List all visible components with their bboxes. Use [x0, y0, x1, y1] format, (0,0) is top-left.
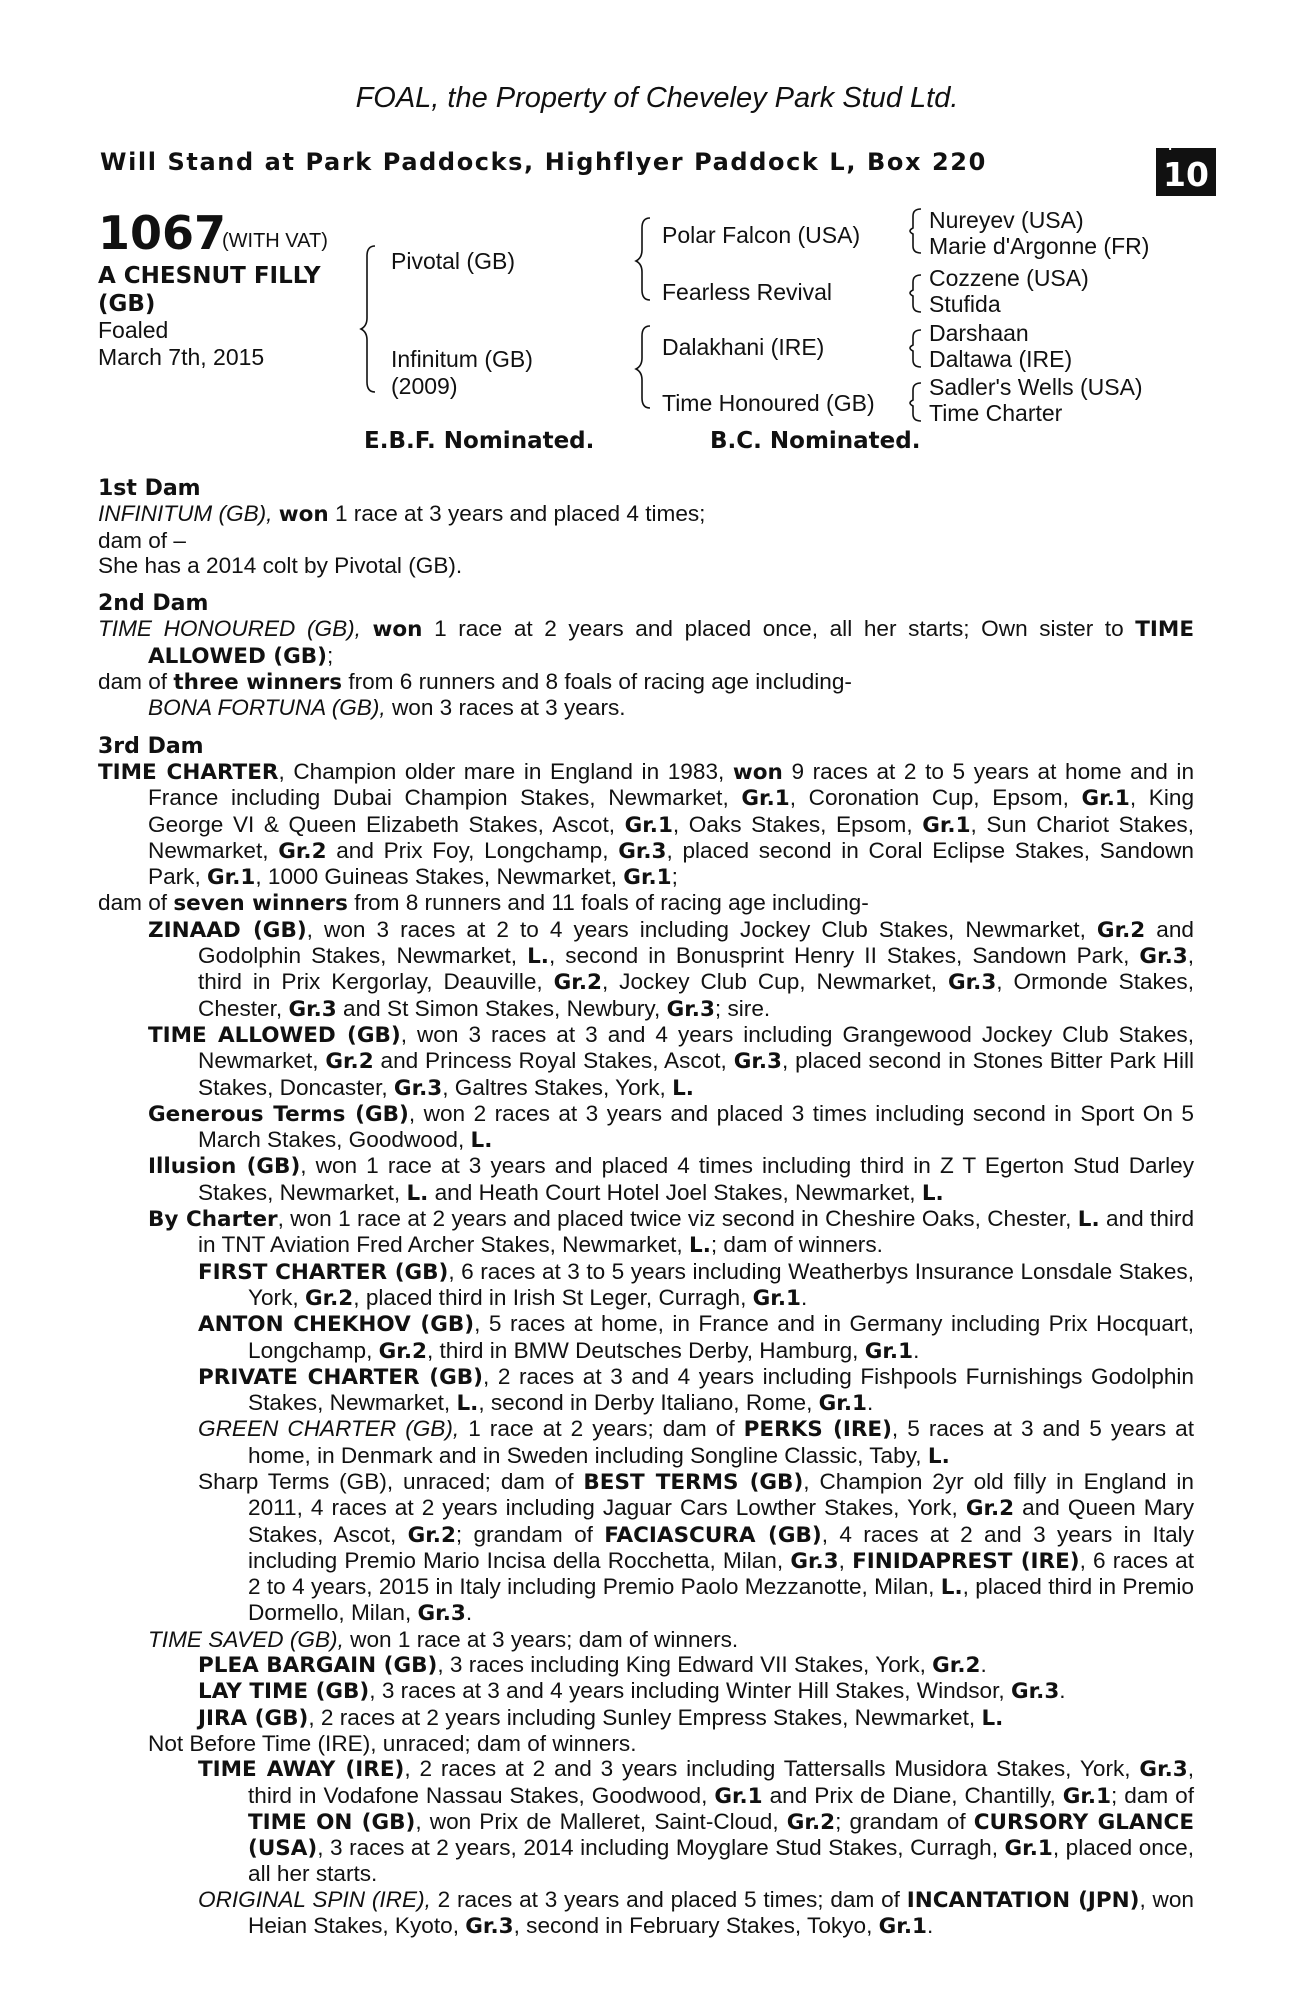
- gg-1: Nureyev (USA): [929, 207, 1084, 233]
- produce-time-saved: TIME SAVED (GB), won 1 race at 3 years; dam of winners.: [148, 1626, 739, 1652]
- sire: Pivotal (GB): [391, 248, 515, 274]
- page-title: FOAL, the Property of Cheveley Park Stud Ltd.: [355, 82, 959, 114]
- produce-sharp-terms: Sharp Terms (GB), unraced; dam of BEST TERMS (GB), Champion 2yr old filly in England in 2011, 4 races at 2 years including Jaguar Cars Lowther Stakes, York, Gr.2 and Queen Mary Stakes, Ascot, Gr.2; grandam of FACIASCURA (GB), 4 races at 2 and 3 years in Italy including Premio Mario Incisa della Rocchetta, Milan, Gr.3, FINIDAPREST (IRE), 6 races at 2 to 4 years, 2015 in Italy including Premio Paolo Mezzanotte, Milan, L., placed third in Premio Dormello, Milan, Gr.3.: [198, 1468, 1194, 1627]
- brace-sire-dam: [361, 246, 375, 392]
- first-dam-damof: dam of –: [98, 527, 186, 553]
- produce-time-allowed: TIME ALLOWED (GB), won 3 races at 3 and 4 years including Grangewood Jockey Club Stakes, Newmarket, Gr.2 and Princess Royal Stakes, Ascot, Gr.3, placed second in Stones Bitter Park Hill Stakes, Doncaster, Gr.3, Galtres Stakes, York, L.: [148, 1021, 1195, 1101]
- gg-5: Darshaan: [929, 320, 1029, 346]
- produce-original-spin: ORIGINAL SPIN (IRE), 2 races at 3 years and placed 5 times; dam of INCANTATION (JPN), won Heian Stakes, Kyoto, Gr.3, second in February Stakes, Tokyo, Gr.1.: [198, 1886, 1195, 1940]
- brace-sire: [636, 218, 650, 300]
- lot-number: 1067: [98, 206, 227, 260]
- foaled-date: March 7th, 2015: [98, 344, 265, 370]
- second-dam-damof: dam of three winners from 6 runners and 8 foals of racing age including-: [98, 669, 852, 696]
- produce-green-charter: GREEN CHARTER (GB), 1 race at 2 years; dam of PERKS (IRE), 5 races at 3 and 5 years at home, in Denmark and in Sweden including Songline Classic, Taby, L.: [198, 1416, 1194, 1469]
- first-dam-produce: She has a 2014 colt by Pivotal (GB).: [98, 552, 463, 578]
- stand-location: Will Stand at Park Paddocks, Highflyer Paddock L, Box 220: [100, 148, 987, 176]
- third-dam-damof: dam of seven winners from 8 runners and 11 foals of racing age including-: [98, 890, 869, 917]
- gg-6: Daltawa (IRE): [929, 346, 1073, 372]
- badge-number: 10: [1163, 155, 1209, 194]
- dam: Infinitum (GB): [391, 346, 533, 372]
- third-dam-heading: 3rd Dam: [98, 733, 204, 759]
- produce-lay-time: LAY TIME (GB), 3 races at 3 and 4 years including Winter Hill Stakes, Windsor, Gr.3.: [198, 1678, 1066, 1705]
- produce-illusion: Illusion (GB), won 1 race at 3 years and placed 4 times including third in Z T Egerton Stud Darley Stakes, Newmarket, L. and Heath Court Hotel Joel Stakes, Newmarket, L.: [148, 1153, 1194, 1206]
- produce-by-charter: By Charter, won 1 race at 2 years and placed twice viz second in Cheshire Oaks, Chester, L. and third in TNT Aviation Fred Archer Stakes, Newmarket, L.; dam of winners.: [148, 1206, 1195, 1259]
- first-dam-heading: 1st Dam: [98, 476, 201, 501]
- lot-description-line1: A CHESNUT FILLY: [98, 263, 321, 289]
- gg-8: Time Charter: [929, 400, 1063, 426]
- produce-generous-terms: Generous Terms (GB), won 2 races at 3 years and placed 3 times including second in Sport On 5 March Stakes, Goodwood, L.: [148, 1100, 1194, 1154]
- foaled-label: Foaled: [98, 317, 169, 343]
- produce-time-away: TIME AWAY (IRE), 2 races at 2 and 3 years including Tattersalls Musidora Stakes, York, Gr.3, third in Vodafone Nassau Stakes, Goodwood, Gr.1 and Prix de Diane, Chantilly, Gr.1; dam of TIME ON (GB), won Prix de Malleret, Saint-Cloud, Gr.2; grandam of CURSORY GLANCE (USA), 3 races at 2 years, 2014 including Moyglare Stud Stakes, Curragh, Gr.1, placed once, all her starts.: [198, 1756, 1195, 1887]
- produce-not-before-time: Not Before Time (IRE), unraced; dam of winners.: [148, 1730, 637, 1756]
- third-dam-line: TIME CHARTER, Champion older mare in England in 1983, won 9 races at 2 to 5 years at home and in France including Dubai Champion Stakes, Newmarket, Gr.1, Coronation Cup, Epsom, Gr.1, King George VI & Queen Elizabeth Stakes, Ascot, Gr.1, Oaks Stakes, Epsom, Gr.1, Sun Chariot Stakes, Newmarket, Gr.2 and Prix Foy, Longchamp, Gr.3, placed second in Coral Eclipse Stakes, Sandown Park, Gr.1, 1000 Guineas Stakes, Newmarket, Gr.1;: [98, 758, 1195, 891]
- produce-record: [98, 476, 1194, 1939]
- brace-g3-3: [910, 330, 921, 367]
- vat-note: (WITH VAT): [222, 230, 328, 252]
- sire-sire: Polar Falcon (USA): [662, 222, 861, 248]
- brace-g3-2: [910, 275, 921, 312]
- gg-3: Cozzene (USA): [929, 265, 1089, 291]
- first-dam-line: INFINITUM (GB), won 1 race at 3 years and placed 4 times;: [98, 501, 706, 528]
- produce-zinaad: ZINAAD (GB), won 3 races at 2 to 4 years including Jockey Club Stakes, Newmarket, Gr.2 and Godolphin Stakes, Newmarket, L., second in Bonusprint Henry II Stakes, Sandown Park, Gr.3, third in Prix Kergorlay, Deauville, Gr.2, Jockey Club Cup, Newmarket, Gr.3, Ormonde Stakes, Chester, Gr.3 and St Simon Stakes, Newbury, Gr.3; sire.: [148, 916, 1195, 1022]
- gg-4: Stufida: [929, 291, 1001, 317]
- brace-g3-1: [910, 209, 921, 253]
- bc-nomination: B.C. Nominated.: [710, 428, 921, 454]
- produce-private-charter: PRIVATE CHARTER (GB), 2 races at 3 and 4 years including Fishpools Furnishings Godolphin Stakes, Newmarket, L., second in Derby Italiano, Rome, Gr.1.: [198, 1363, 1194, 1417]
- dagger-mark: +: [1163, 135, 1178, 155]
- gg-2: Marie d'Argonne (FR): [929, 233, 1150, 259]
- produce-first-charter: FIRST CHARTER (GB), 6 races at 3 to 5 years including Weatherbys Insurance Lonsdale Stakes, York, Gr.2, placed third in Irish St Leger, Curragh, Gr.1.: [198, 1258, 1194, 1311]
- second-dam-line: TIME HONOURED (GB), won 1 race at 2 years and placed once, all her starts; Own sister to TIME ALLOWED (GB);: [98, 616, 1195, 669]
- dam-sire: Dalakhani (IRE): [662, 334, 825, 360]
- produce-jira: JIRA (GB), 2 races at 2 years including Sunley Empress Stakes, Newmarket, L.: [198, 1704, 1004, 1731]
- produce-anton-chekhov: ANTON CHEKHOV (GB), 5 races at home, in France and in Germany including Prix Hocquart, Longchamp, Gr.2, third in BMW Deutsches Derby, Hamburg, Gr.1.: [198, 1311, 1194, 1364]
- gg-7: Sadler's Wells (USA): [929, 374, 1143, 400]
- second-dam-heading: 2nd Dam: [98, 591, 209, 617]
- brace-g3-4: [910, 383, 921, 421]
- dam-dam: Time Honoured (GB): [662, 390, 875, 416]
- ebf-nomination: E.B.F. Nominated.: [364, 428, 595, 454]
- lot-description-line2: (GB): [98, 291, 156, 317]
- brace-dam: [636, 326, 650, 408]
- produce-plea-bargain: PLEA BARGAIN (GB), 3 races including King Edward VII Stakes, York, Gr.2.: [198, 1652, 987, 1679]
- sire-dam: Fearless Revival: [662, 279, 832, 305]
- second-dam-winner: BONA FORTUNA (GB), won 3 races at 3 years.: [148, 695, 626, 721]
- dam-year: (2009): [391, 373, 458, 399]
